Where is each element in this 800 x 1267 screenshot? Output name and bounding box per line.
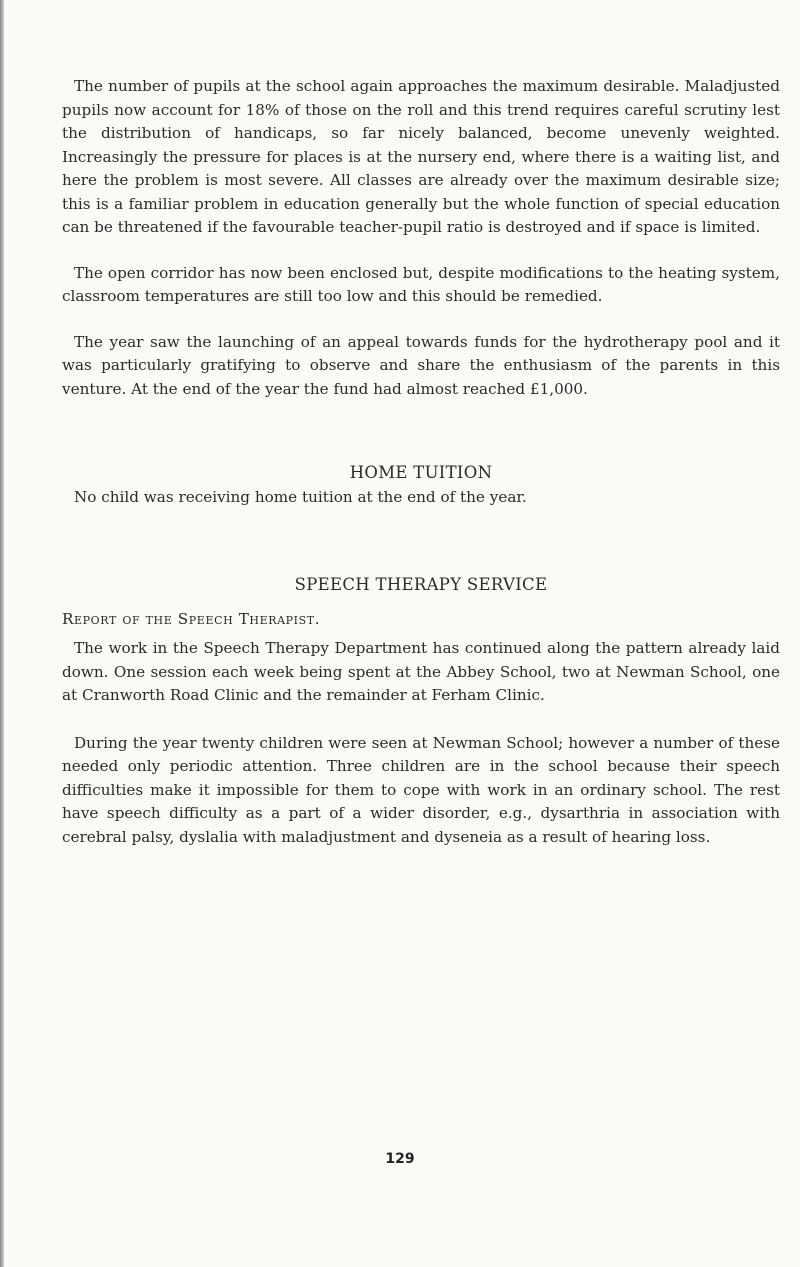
page-number: 129 xyxy=(385,1151,415,1167)
paragraph-corridor: The open corridor has now been enclosed but, despite modifications to the heating system, classroom temperatures are still too low and this should be remedied. xyxy=(62,263,780,305)
paragraph-speech-year: During the year twenty children were seen at Newman School; however a number of these needed only periodic attention. Three children are in the school because their speech difficulties make it impossible for them to cope with work in an ordinary school. The rest have speech difficulty as a part of a wider disorder, e.g., dysarthria in association with cerebral palsy, dyslalia with maladjustment and dyseneia as a result of hearing loss. xyxy=(62,733,780,846)
paragraph-pupils: The number of pupils at the school again approaches the maximum desirable. Maladjusted pupils now account for 18% of those on the roll and this trend requires careful scrutiny lest the distribution of handicaps, so far nicely balanced, become unevenly weighted. Increasingly the pressure for places is at the nursery end, where there is a waiting list, and here the problem is most severe. All classes are already over the maximum desirable size; this is a familiar problem in education generally but the whole function of special education can be threatened if the favourable teacher-pupil ratio is destroyed and if space is limited. xyxy=(62,77,780,236)
heading-speech-therapy: SPEECH THERAPY SERVICE xyxy=(294,574,548,594)
paragraph-speech-work: The work in the Speech Therapy Department has continued along the pattern already laid down. One session each week being spent at the Abbey School, two at Newman School, one at Cranworth Road Clinic and the remainder at Ferham Clinic. xyxy=(62,639,780,704)
document-page xyxy=(62,75,780,849)
paragraph-home-tuition: No child was receiving home tuition at the end of the year. xyxy=(74,488,527,506)
paragraph-appeal: The year saw the launching of an appeal towards funds for the hydrotherapy pool and it was particularly gratifying to observe and share the enthusiasm of the parents in this venture. At the end of the year the fund had almost reached £1,000. xyxy=(62,332,780,398)
heading-home-tuition: HOME TUITION xyxy=(349,463,493,482)
page-spine-shadow xyxy=(0,0,4,1267)
subheading-report: Report of the Speech Therapist. xyxy=(62,609,321,628)
